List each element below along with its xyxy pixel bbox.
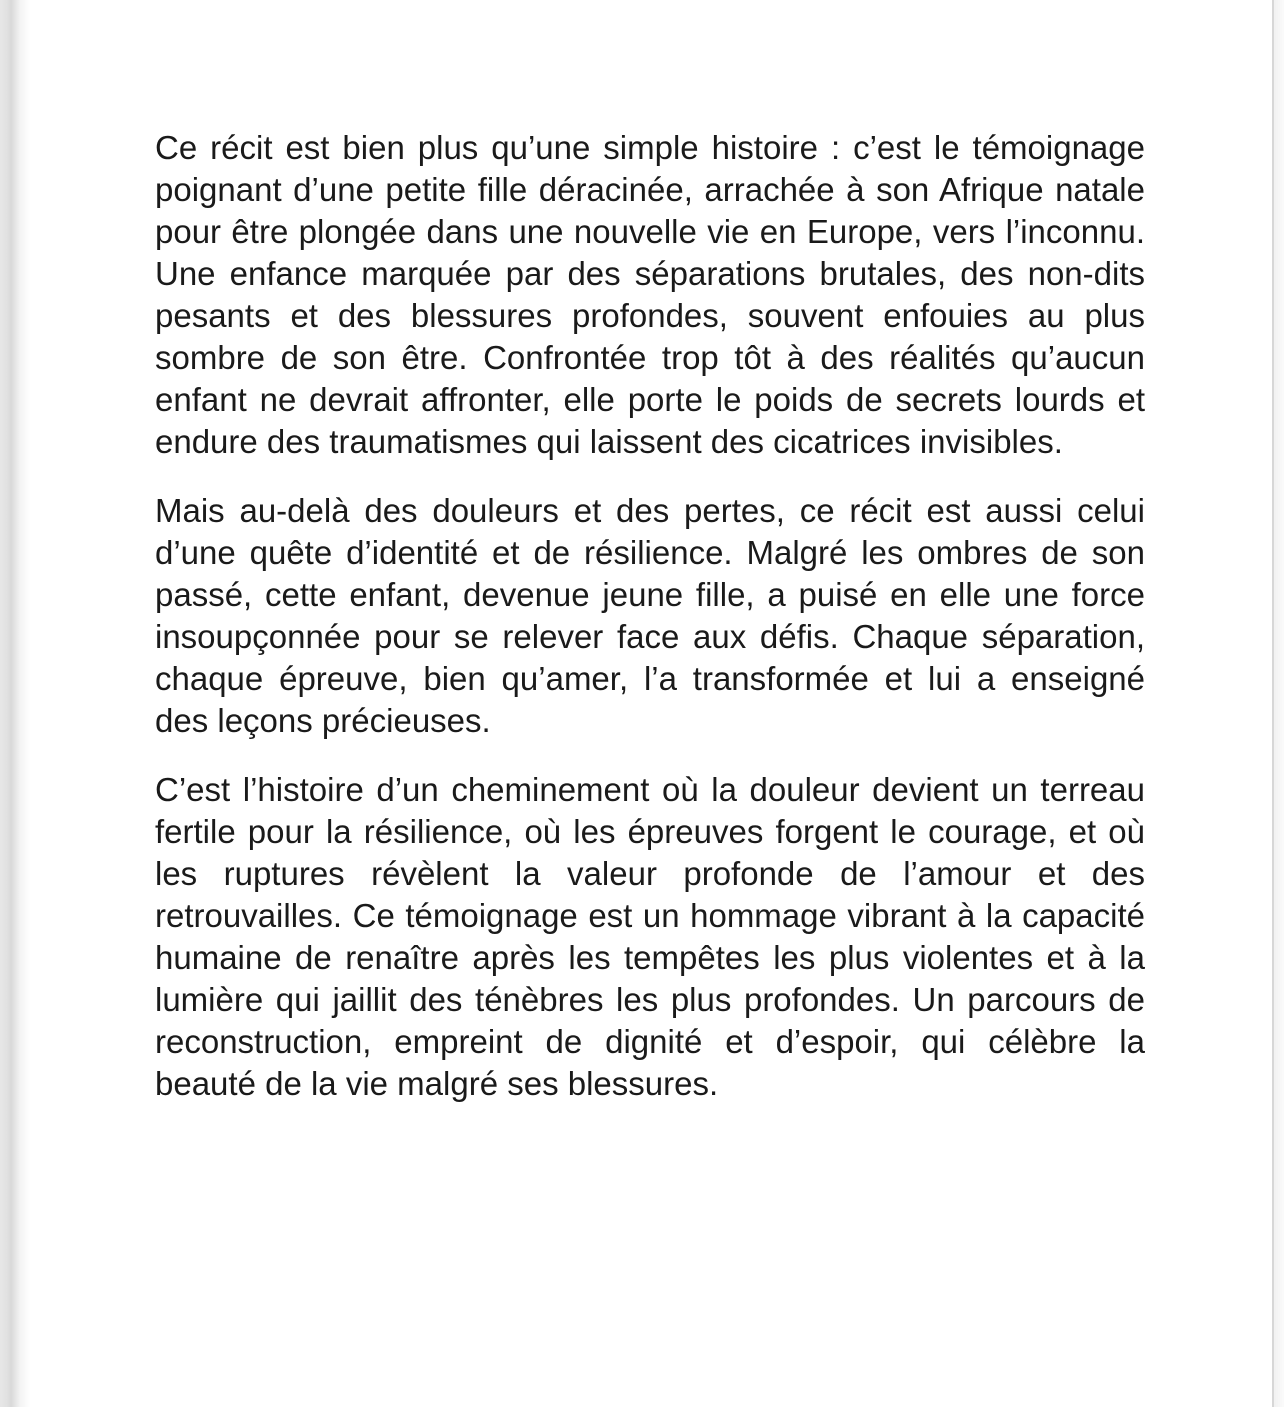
page-text-block (155, 127, 1145, 1132)
paragraph-resilience: Mais au-delà des douleurs et des pertes, ce récit est aussi celui d’une quête d’identité et de résilience. Malgré les ombres de son passé, cette enfant, devenue jeune fille, a puisé en elle une force insoupçonnée pour se relever face aux défis. Chaque séparation, chaque épreuve, bien qu’amer, l’a transformée et lui a enseigné des leçons précieuses. (155, 492, 1145, 739)
paragraph-cheminement: C’est l’histoire d’un cheminement où la douleur devient un terreau fertile pour la résilience, où les épreuves forgent le courage, et où les ruptures révèlent la valeur profonde de l’amour et des retrouvailles. Ce témoignage est un hommage vibrant à la capacité humaine de renaître après les tempêtes les plus violentes et à la lumière qui jaillit des ténèbres les plus profondes. Un parcours de reconstruction, empreint de dignité et d’espoir, qui célèbre la beauté de la vie malgré ses blessures. (155, 771, 1145, 1102)
adjacent-page-edge (1272, 0, 1284, 1407)
paragraph-temoignage: Ce récit est bien plus qu’une simple histoire : c’est le témoignage poignant d’une petite fille déracinée, arrachée à son Afrique natale pour être plongée dans une nouvelle vie en Europe, vers l’inconnu. Une enfance marquée par des séparations brutales, des non-dits pesants et des blessures profondes, souvent enfouies au plus sombre de son être. Confrontée trop tôt à des réalités qu’aucun enfant ne devrait affronter, elle porte le poids de secrets lourds et endure des traumatismes qui laissent des cicatrices invisibles. (155, 129, 1145, 460)
page-edge-shadow (0, 0, 30, 1407)
